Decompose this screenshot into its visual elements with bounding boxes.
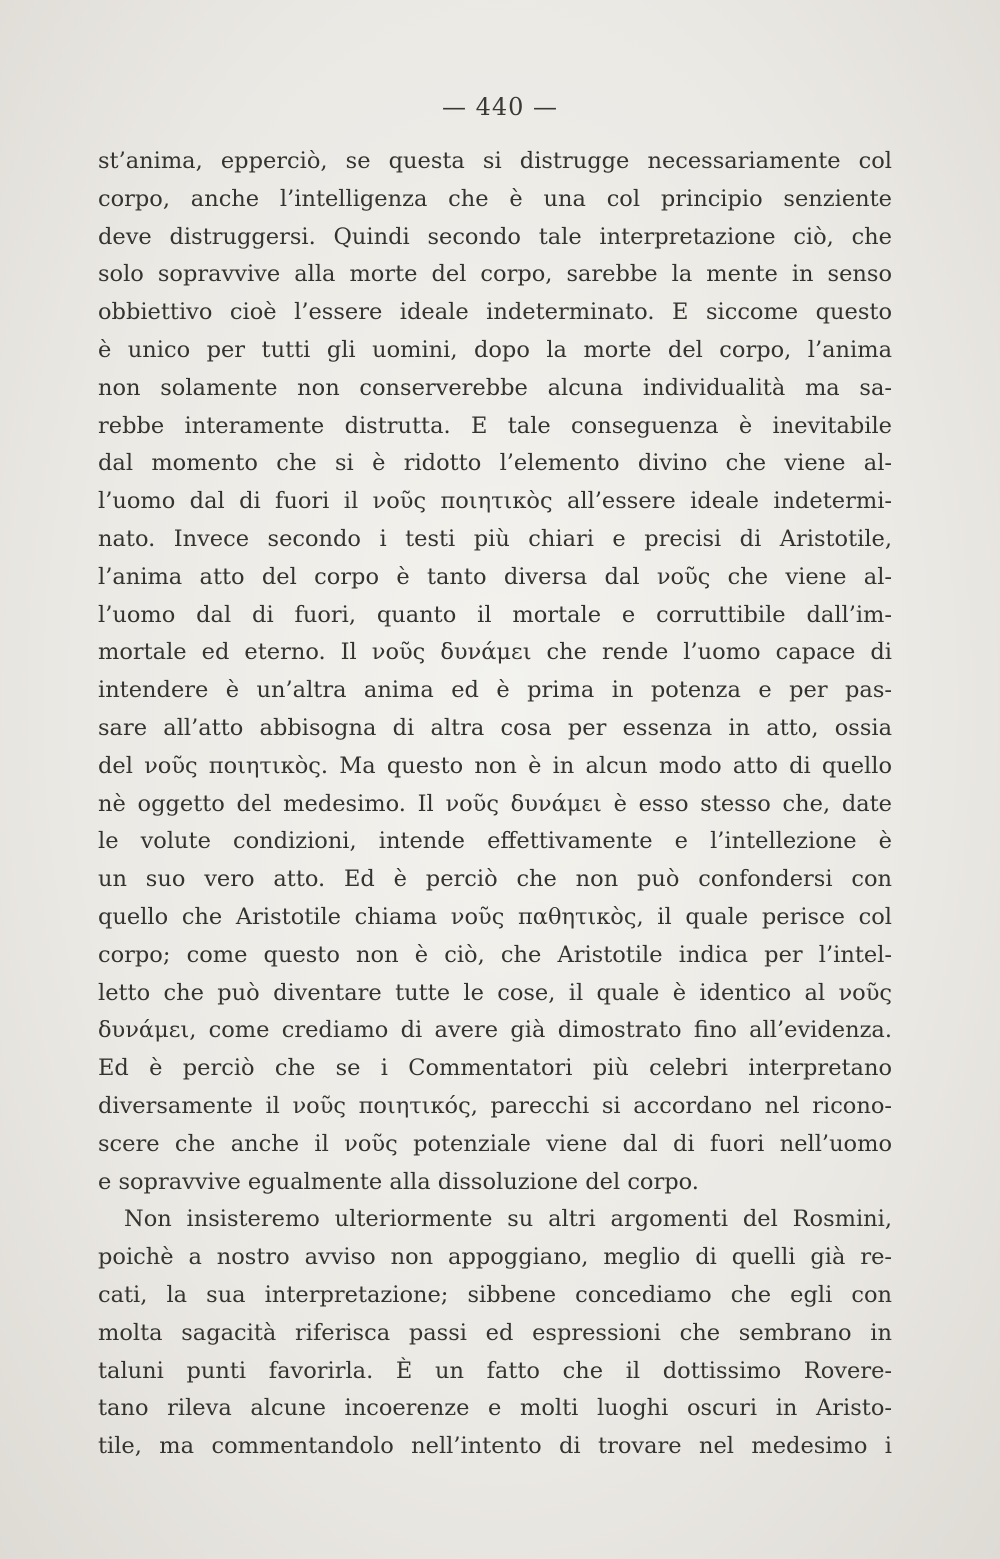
text-line: solo sopravvive alla morte del corpo, sarebbe la mente in senso: [98, 261, 892, 288]
text-line: dal momento che si è ridotto l’elemento divino che viene al-: [98, 450, 892, 477]
text-line: Ed è perciò che se i Commentatori più celebri interpretano: [98, 1055, 892, 1082]
text-line: st’anima, epperciò, se questa si distrugge necessariamente col: [98, 148, 892, 174]
text-line: un suo vero atto. Ed è perciò che non può confondersi con: [98, 866, 892, 893]
text-line: obbiettivo cioè l’essere ideale indeterminato. E siccome questo: [98, 299, 892, 326]
text-line: quello che Aristotile chiama νοῦς παθητικὸς, il quale perisce col: [98, 903, 892, 930]
text-line: corpo; come questo non è ciò, che Aristotile indica per l’intel-: [98, 941, 892, 968]
text-line: e sopravvive egualmente alla dissoluzione del corpo.: [98, 1168, 699, 1195]
text-line: corpo, anche l’intelligenza che è una col principio senziente: [98, 185, 892, 212]
text-line: sare all’atto abbisogna di altra cosa per essenza in atto, ossia: [98, 714, 892, 741]
text-line: nato. Invece secondo i testi più chiari e precisi di Aristotile,: [98, 525, 892, 552]
text-line: intendere è un’altra anima ed è prima in potenza e per pas-: [98, 677, 892, 704]
text-line: Non insisteremo ulteriormente su altri argomenti del Rosmini,: [124, 1206, 892, 1233]
text-line: diversamente il νοῦς ποιητικός, parecchi si accordano nel ricono-: [98, 1092, 892, 1119]
text-line: scere che anche il νοῦς potenziale viene dal di fuori nell’uomo: [98, 1130, 892, 1157]
text-line: l’uomo dal di fuori il νοῦς ποιητικὸς all’essere ideale indetermi-: [98, 488, 892, 515]
page-number: — 440 —: [441, 93, 559, 121]
text-line: l’anima atto del corpo è tanto diversa dal νοῦς che viene al-: [98, 563, 892, 590]
text-line: deve distruggersi. Quindi secondo tale interpretazione ciò, che: [98, 223, 892, 250]
text-line: del νοῦς ποιητικὸς. Ma questo non è in alcun modo atto di quello: [98, 752, 892, 779]
text-line: cati, la sua interpretazione; sibbene concediamo che egli con: [98, 1281, 892, 1308]
text-line: poichè a nostro avviso non appoggiano, meglio di quelli già re-: [98, 1244, 892, 1271]
text-line: nè oggetto del medesimo. Il νοῦς δυνάμει è esso stesso che, date: [98, 790, 892, 817]
text-line: è unico per tutti gli uomini, dopo la morte del corpo, l’anima: [98, 336, 892, 363]
text-line: molta sagacità riferisca passi ed espressioni che sembrano in: [98, 1319, 892, 1346]
text-line: δυνάμει, come crediamo di avere già dimostrato fino all’evidenza.: [98, 1017, 892, 1044]
text-line: tile, ma commentandolo nell’intento di trovare nel medesimo i: [98, 1433, 892, 1460]
text-line: l’uomo dal di fuori, quanto il mortale e corruttibile dall’im-: [98, 601, 892, 628]
text-line: taluni punti favorirla. È un fatto che il dottissimo Rovere-: [98, 1357, 892, 1384]
text-line: letto che può diventare tutte le cose, il quale è identico al νοῦς: [98, 979, 892, 1006]
text-line: rebbe interamente distrutta. E tale conseguenza è inevitabile: [98, 412, 892, 439]
text-line: le volute condizioni, intende effettivamente e l’intellezione è: [98, 828, 892, 855]
body-text: [98, 143, 892, 1466]
text-line: non solamente non conserverebbe alcuna individualità ma sa-: [98, 374, 892, 401]
text-line: tano rileva alcune incoerenze e molti luoghi oscuri in Aristo-: [98, 1395, 892, 1422]
text-line: mortale ed eterno. Il νοῦς δυνάμει che rende l’uomo capace di: [98, 639, 892, 666]
